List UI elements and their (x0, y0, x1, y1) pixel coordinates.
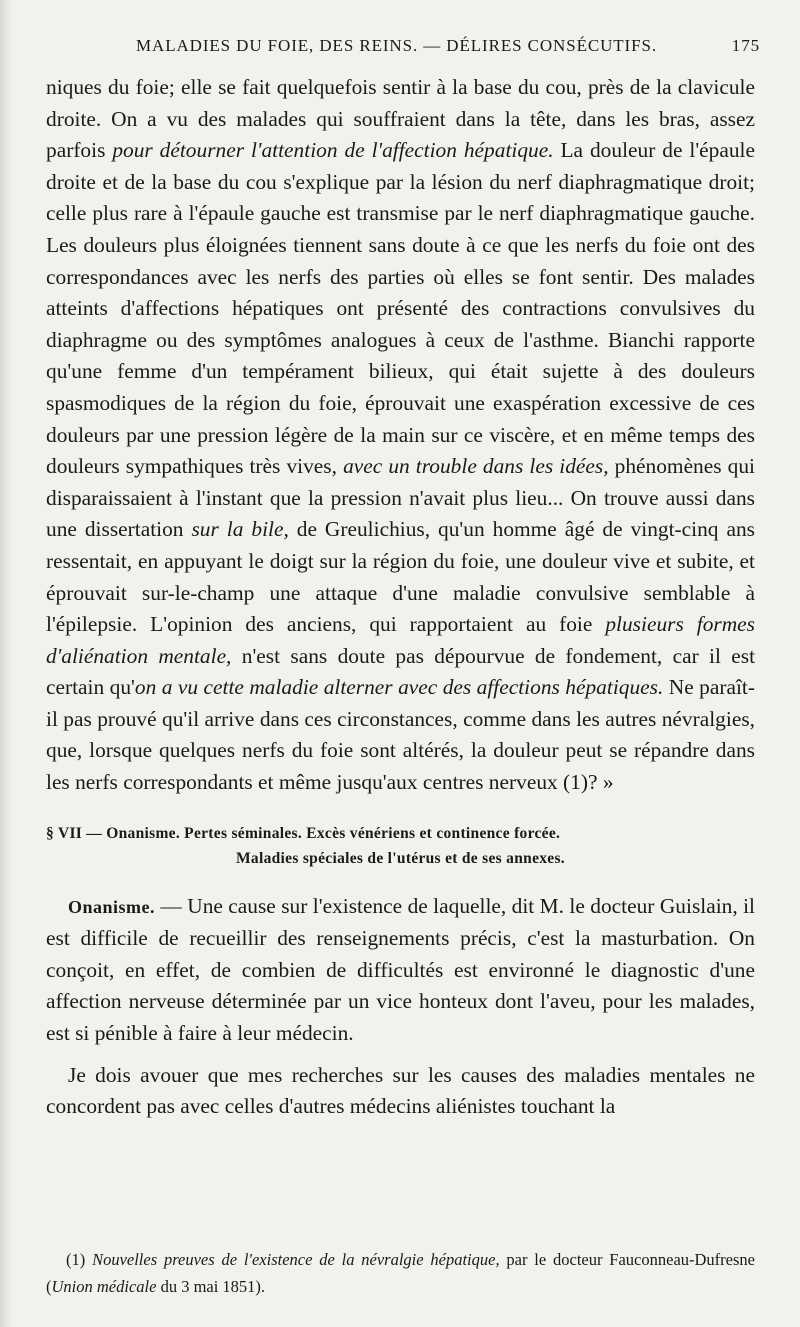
italic-run: on a vu cette maladie alterner avec des affections hépatiques. (134, 675, 664, 700)
text-run: de Greulichius, qu'un homme âgé de vingt-cinq ans ressentait, en appuyant le doigt sur la région du foie, une douleur vive et subite, et éprouvait sur-le-champ une attaque d'une maladie convulsive semblable à l'épilepsie. L'opinion des anciens, qui rapportaient au foie (46, 517, 755, 637)
italic-run: Union médicale (51, 1277, 157, 1296)
paragraph-liver-pain (46, 72, 755, 799)
page-header (136, 36, 760, 56)
italic-run: pour détourner l'attention de l'affection hépatique. (112, 138, 554, 163)
paragraph-onanisme (46, 891, 755, 1050)
section-heading (46, 821, 755, 871)
text-run: niques du foie; elle se fait quelquefois sentir à la base du cou, près de la clavicule droite. On a vu des malades qui souffraient dans la tête, dans les bras, assez parfois (46, 75, 755, 163)
section-heading-line1: § VII — Onanisme. Pertes séminales. Excès vénériens et continence forcée. (46, 824, 561, 842)
text-run: Ne paraît-il pas prouvé qu'il arrive dans ces circonstances, comme dans les autres névralgies, que, lorsque quelques nerfs du foie sont altérés, la douleur peut se répandre dans les nerfs correspondants et même jusqu'aux centres nerveux (1)? » (46, 675, 755, 795)
text-run: — Une cause sur l'existence de laquelle, dit M. le docteur Guislain, il est difficile de recueillir des renseignements précis, c'est la masturbation. On conçoit, en effet, de combien de difficultés est environné le diagnostic d'une affection nerveuse déterminée par un vice honteux dont l'aveu, pour les malades, est si pénible à faire à leur médecin. (46, 893, 755, 1046)
text-run: phénomènes qui disparaissaient à l'instant que la pression n'avait plus lieu... On trouve aussi dans une dissertation (46, 454, 755, 542)
running-title: MALADIES DU FOIE, DES REINS. — DÉLIRES CONSÉCUTIFS. (136, 36, 657, 55)
text-run: du 3 mai 1851). (156, 1277, 266, 1296)
italic-run: avec un trouble dans les idées, (343, 454, 609, 479)
section-heading-line2: Maladies spéciales de l'utérus et de ses annexes. (236, 849, 565, 867)
paragraph-recherches (46, 1060, 755, 1123)
text-run: La douleur de l'épaule droite et de la base du cou s'explique par la lésion du nerf diaphragmatique droit; celle plus rare à l'épaule gauche est transmise par le nerf diaphragmatique gauche. Les douleurs plus éloignées tiennent sans doute à ce que les nerfs du foie ont des correspondances avec les nerfs des parties où elles se font sentir. Des malades atteints d'affections hépatiques ont présenté des contractions convulsives du diaphragme ou des symptômes analogues à ceux de l'asthme. Bianchi rapporte qu'une femme d'un tempérament bilieux, qui était sujette à des douleurs spasmodiques de la région du foie, éprouvait une exaspération excessive de ces douleurs par une pression légère de la main sur ce viscère, et en même temps des douleurs sympathiques très vives, (46, 138, 755, 479)
italic-run: Nouvelles preuves de l'existence de la névralgie hépatique, (92, 1250, 500, 1269)
text-run: n'est sans doute pas dépourvue de fondement, car il est certain qu' (46, 643, 756, 700)
run-in-heading: Onanisme. (68, 896, 156, 917)
footnote-marker: (1) (66, 1250, 93, 1269)
page-edge-shadow (0, 0, 12, 1327)
text-run: Je dois avouer que mes recherches sur les causes des maladies mentales ne concordent pas avec celles d'autres médecins aliénistes touchant la (46, 1062, 755, 1119)
footnote (46, 1246, 755, 1300)
italic-run: plusieurs formes d'aliénation mentale, (46, 612, 755, 668)
page-number: 175 (731, 36, 760, 55)
main-text (46, 72, 755, 1123)
italic-run: sur la bile, (191, 517, 289, 542)
section-body (46, 891, 755, 1123)
text-run: par le docteur Fauconneau-Dufresne ( (46, 1250, 755, 1296)
